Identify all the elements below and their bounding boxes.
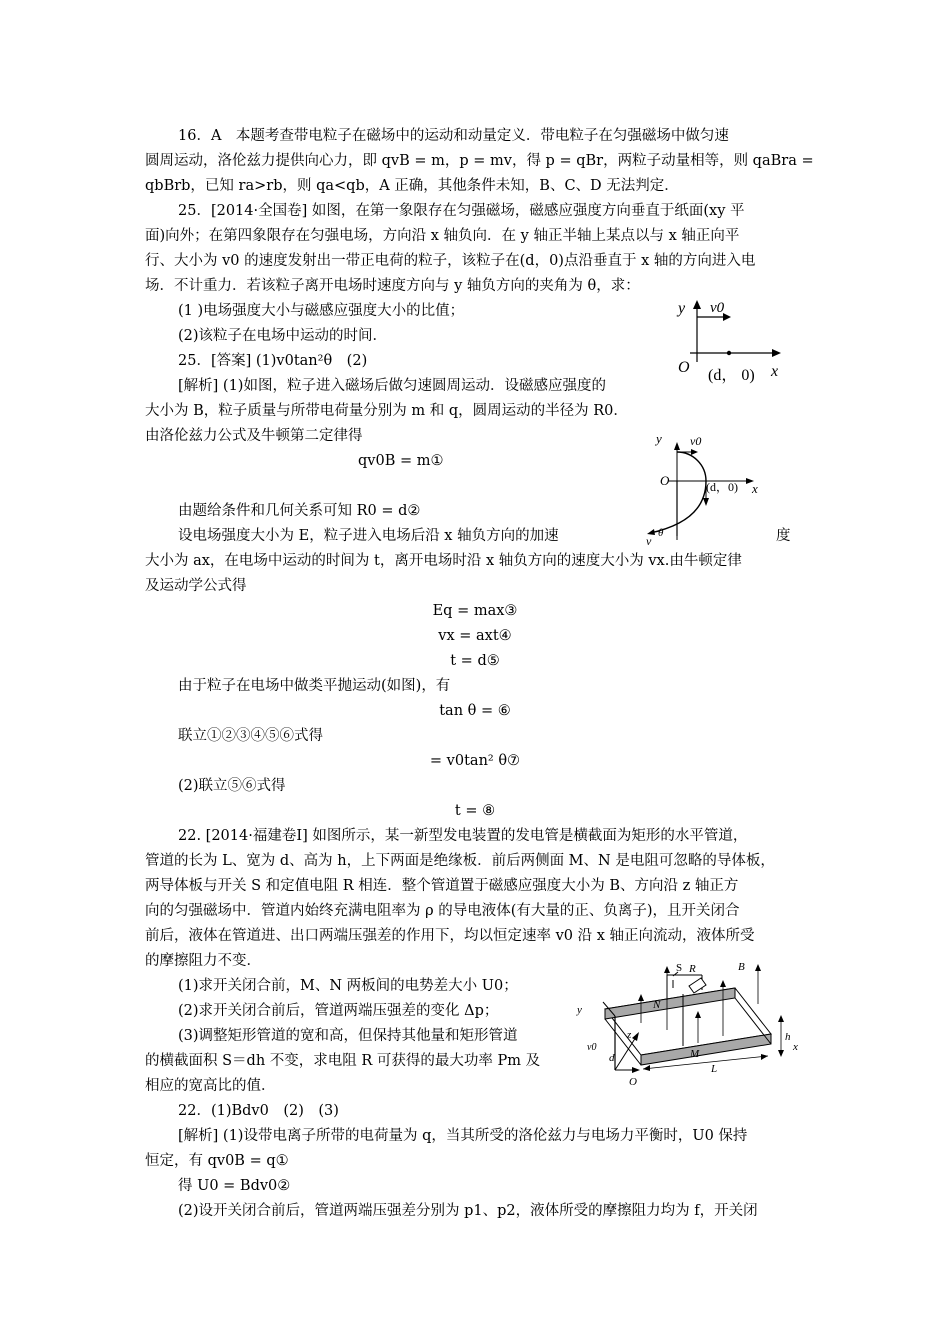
- v0-label: v0: [690, 434, 702, 448]
- text-line: 的横截面积 S＝dh 不变，求电阻 R 可获得的最大功率 Pm 及: [145, 1053, 541, 1069]
- text-line: 行、大小为 v0 的速度发射出一带正电荷的粒子，该粒子在(d，0)点沿垂直于 x 轴的方向进入电: [145, 253, 756, 269]
- text-line: [解析] (1)设带电离子所带的电荷量为 q，当其所受的洛伦兹力与电场力平衡时，U0 保持: [178, 1128, 748, 1144]
- text-line: (2)该粒子在电场中运动的时间．: [178, 328, 388, 344]
- text-line: (3)调整矩形管道的宽和高，但保持其他量和矩形管道: [178, 1028, 518, 1044]
- text-line: (2)设开关闭合前后，管道两端压强差分别为 p1、p2，液体所受的摩擦阻力均为 f，开关闭: [178, 1203, 758, 1219]
- text-line: 前后，液体在管道进、出口两端压强差的作用下，均以恒定速率 v0 沿 x 轴正向流动，液体所受: [145, 928, 755, 944]
- text-line: 两导体板与开关 S 和定值电阻 R 相连．整个管道置于磁感应强度大小为 B、方向沿 z 轴正方: [145, 878, 739, 894]
- v0-label: v0: [710, 300, 725, 316]
- equation: tan θ = ⑥: [439, 703, 511, 719]
- equation: t = ⑧: [454, 803, 496, 819]
- plate-m-label: M: [690, 1048, 700, 1060]
- answer-22: 22．(1)Bdv0 (2) (3): [178, 1103, 339, 1119]
- origin-label: O: [678, 359, 690, 376]
- text-line: 面)向外；在第四象限存在匀强电场，方向沿 x 轴负向．在 y 轴正半轴上某点以与 x 轴正向平: [145, 228, 740, 244]
- v0-label: v0: [587, 1042, 597, 1053]
- y-axis-label: y: [656, 431, 662, 446]
- equation: = v0tan² θ⑦: [429, 753, 521, 769]
- text-line: 大小为 B，粒子质量与所带电荷量分别为 m 和 q，圆周运动的半径为 R0．: [145, 403, 628, 419]
- text-line: 的摩擦阻力不变．: [145, 953, 261, 969]
- text-line: 管道的长为 L、宽为 d、高为 h，上下两面是绝缘板．前后两侧面 M、N 是电阻可忽略的导体板，: [145, 853, 775, 869]
- text-line: 由题给条件和几何关系可知 R0 = d②: [178, 503, 421, 519]
- text-line: (2)求开关闭合前后，管道两端压强差的变化 Δp；: [178, 1003, 499, 1019]
- figure-axes-v0: [670, 292, 790, 392]
- origin-label: O: [629, 1076, 637, 1088]
- text-line: 大小为 ax，在电场中运动的时间为 t，离开电场时沿 x 轴负方向的速度大小为 vx.由牛顿定律: [145, 553, 742, 569]
- point-label: (d，0): [706, 480, 738, 494]
- text-line: 度: [776, 528, 791, 544]
- text-line: 由于粒子在电场中做类平抛运动(如图)，有: [178, 678, 451, 694]
- text-line: 及运动学公式得: [145, 578, 247, 594]
- point-label: (d， 0): [708, 367, 755, 384]
- text-line: 联立①②③④⑤⑥式得: [178, 728, 323, 744]
- equation: vx = axt④: [438, 628, 512, 644]
- text-line: (1 )电场强度大小与磁感应强度大小的比值；: [178, 303, 465, 319]
- text-line: 恒定，有 qv0B = q①: [145, 1153, 289, 1169]
- text-line: [解析] (1)如图，粒子进入磁场后做匀速圆周运动．设磁感应强度的: [178, 378, 606, 394]
- figure-trajectory: [640, 428, 770, 546]
- x-axis-label: x: [752, 481, 758, 496]
- x-axis-label: x: [793, 1041, 798, 1053]
- text-line: 场．不计重力．若该粒子离开电场时速度方向与 y 轴负方向的夹角为 θ，求：: [145, 278, 640, 294]
- text-line: 设电场强度大小为 E，粒子进入电场后沿 x 轴负方向的加速: [178, 528, 559, 544]
- question-25-title: 25．[2014·全国卷] 如图，在第一象限存在匀强磁场，磁感应强度方向垂直于纸面(xy 平: [178, 203, 745, 219]
- width-label: d: [609, 1052, 615, 1064]
- text-line: 相应的宽高比的值．: [145, 1078, 276, 1094]
- equation: Eq = max③: [432, 603, 518, 619]
- y-axis-label: y: [678, 300, 686, 317]
- text-line: 向的匀强磁场中．管道内始终充满电阻率为 ρ 的导电液体(有大量的正、负离子)，且开关闭合: [145, 903, 740, 919]
- text-line: (2)联立⑤⑥式得: [178, 778, 286, 794]
- x-axis-label: x: [771, 363, 779, 380]
- equation: t = d⑤: [450, 653, 500, 669]
- height-label: h: [785, 1031, 791, 1043]
- theta-label: θ: [658, 527, 664, 539]
- y-axis-label: y: [577, 1004, 582, 1016]
- v-label: v: [646, 534, 652, 546]
- question-22-title: 22. [2014·福建卷Ⅰ] 如图所示，某一新型发电装置的发电管是横截面为矩形的水平管道，: [178, 828, 748, 844]
- figure-generator-pipe: [573, 958, 813, 1093]
- text-line: 16．A 本题考查带电粒子在磁场中的运动和动量定义．带电粒子在匀强磁场中做匀速: [178, 128, 729, 144]
- length-label: L: [711, 1063, 718, 1075]
- z-axis-label: z: [627, 1029, 632, 1041]
- text-line: 圆周运动，洛伦兹力提供向心力，即 qvB = m，p = mv，得 p = qBr，两粒子动量相等，则 qaBra =: [145, 153, 814, 169]
- switch-label: S: [676, 962, 683, 974]
- resistor-label: R: [689, 963, 696, 975]
- text-line: (1)求开关闭合前，M、N 两板间的电势差大小 U0；: [178, 978, 518, 994]
- text-line: 得 U0 = Bdv0②: [178, 1178, 291, 1194]
- plate-n-label: N: [653, 999, 661, 1011]
- text-line: qbBrb，已知 ra>rb，则 qa<qb，A 正确，其他条件未知，B、C、D 无法判定．: [145, 178, 679, 194]
- answer-25: 25．[答案] (1)v0tan²θ (2): [178, 353, 368, 369]
- equation: qv0B = m①: [358, 453, 444, 469]
- origin-label: O: [660, 473, 670, 488]
- field-label: B: [738, 961, 745, 973]
- text-line: 由洛伦兹力公式及牛顿第二定律得: [145, 428, 363, 444]
